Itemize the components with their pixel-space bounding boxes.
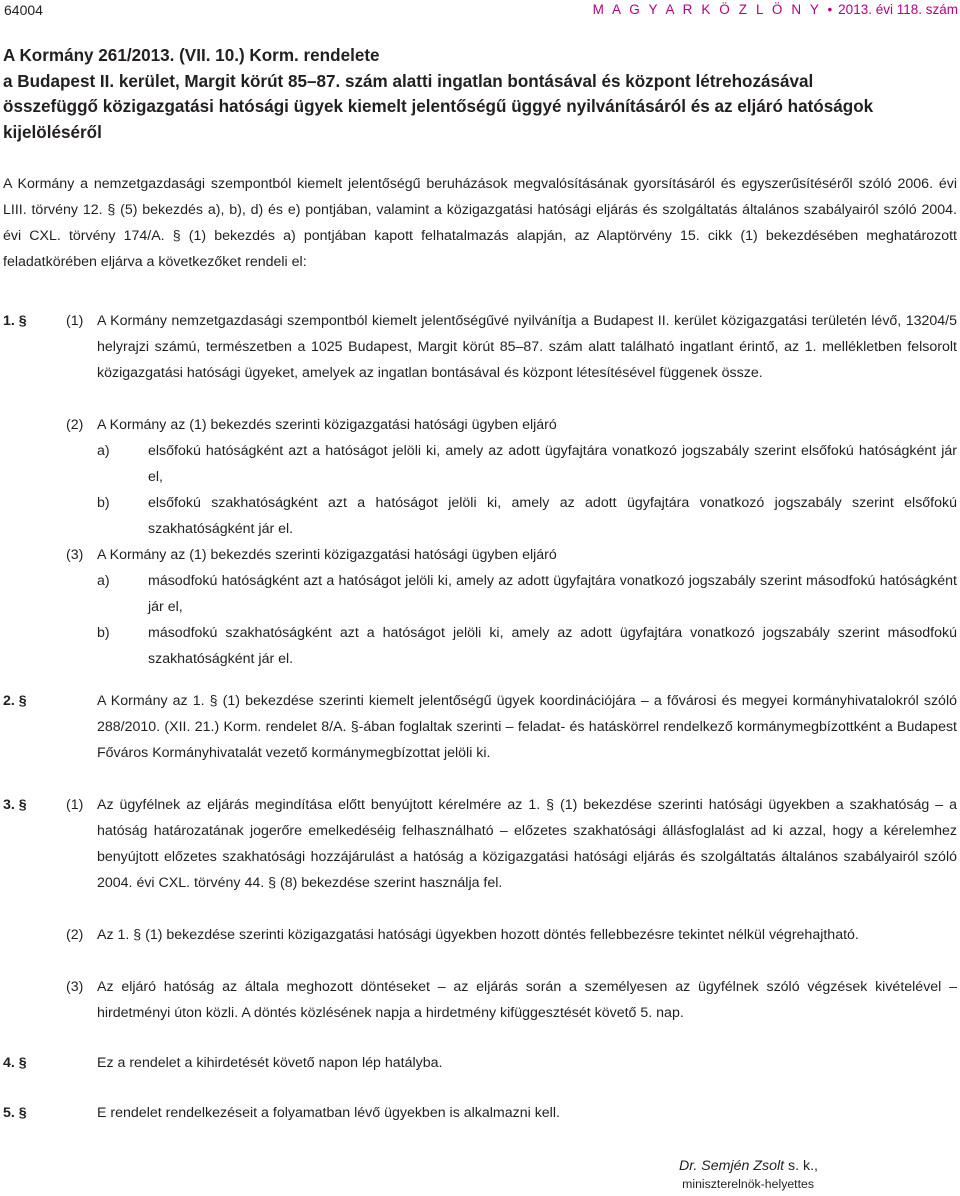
section-1-para-2-point-b-text: elsőfokú szakhatóságként azt a hatóságot jelöli ki, amely az adott ügyfajtára vonatkozó jogszabály szerint elsőfokú szakhatóságként jár el. bbox=[148, 495, 957, 537]
section-4-text: Ez a rendelet a kihirdetését követő napon lép hatályba. bbox=[97, 1055, 443, 1071]
journal-name: M A G Y A R K Ö Z L Ö N Y bbox=[592, 2, 822, 17]
section-1-para-3-point-b-text: másodfokú szakhatóságként azt a hatóságot jelöli ki, amely az adott ügyfajtára vonatkozó jogszabály szerint másodfokú szakhatóságként jár el. bbox=[148, 625, 957, 667]
section-2-text: A Kormány az 1. § (1) bekezdése szerinti kiemelt jelentőségű ügyek koordinációjára – a fővárosi és megyei kormányhivatalokról szóló 288/2010. (XII. 21.) Korm. rendelet 8/A. §-ában foglaltak szerinti – feladat- és hatáskörrel rendelkező kormánymegbízottként a Budapest Főváros Kormányhivatalát vezető kormánymegbízottat jelöli ki. bbox=[97, 693, 957, 761]
section-1-para-3-point-a-text: másodfokú hatóságként azt a hatóságot jelöli ki, amely az adott ügyfajtára vonatkozó jogszabály szerint másodfokú hatóságként jár el, bbox=[148, 573, 957, 615]
header-separator: • bbox=[827, 2, 833, 17]
section-1-para-3-text: A Kormány az (1) bekezdés szerinti közigazgatási hatósági ügyben eljáró bbox=[97, 547, 557, 563]
section-4-number: 4. § bbox=[3, 1055, 27, 1071]
section-1-para-2-point-a-text: elsőfokú hatóságként azt a hatóságot jelöli ki, amely az adott ügyfajtára vonatkozó jogszabály szerint elsőfokú hatóságként jár el, bbox=[148, 443, 957, 485]
preamble: A Kormány a nemzetgazdasági szempontból kiemelt jelentőségű beruházások megvalósításának gyorsításáról és egyszerűsítéséről szóló 2006. évi LIII. törvény 12. § (5) bekezdés a), b), d) és e) pontjában, valamint a közigazgatási hatósági eljárás és szolgáltatás általános szabályairól szóló 2004. évi CXL. törvény 174/A. § (1) bekezdés a) pontjában kapott felhatalmazás alapján, az Alaptörvény 15. cikk (1) bekezdésében meghatározott feladatkörében eljárva a következőket rendeli el: bbox=[3, 176, 957, 270]
signature-suffix: s. k., bbox=[784, 1158, 818, 1174]
section-3-number: 3. § bbox=[3, 797, 27, 813]
title-line-3: összefüggő közigazgatási hatósági ügyek kiemelt jelentőségű üggyé nyilvánításáról és az eljáró hatóságok bbox=[3, 97, 874, 116]
section-3-para-2-mark: (2) bbox=[66, 927, 84, 943]
title-line-4: kijelöléséről bbox=[3, 122, 102, 142]
section-5-number: 5. § bbox=[3, 1105, 27, 1121]
signatory-title: miniszterelnök-helyettes bbox=[682, 1177, 814, 1191]
section-1-para-3-point-b-mark: b) bbox=[97, 625, 110, 641]
section-1-para-2-mark: (2) bbox=[66, 417, 84, 433]
section-2-number: 2. § bbox=[3, 693, 27, 709]
page-number: 64004 bbox=[4, 2, 43, 18]
section-1-para-3-point-a-mark: a) bbox=[97, 573, 110, 589]
issue-label: 2013. évi 118. szám bbox=[838, 2, 958, 17]
section-1-para-2-point-b-mark: b) bbox=[97, 495, 110, 511]
section-5-text: E rendelet rendelkezéseit a folyamatban lévő ügyekben is alkalmazni kell. bbox=[97, 1105, 560, 1121]
title-line-1: A Kormány 261/2013. (VII. 10.) Korm. rendelete bbox=[3, 46, 380, 65]
running-head bbox=[593, 0, 958, 20]
section-3-para-3-mark: (3) bbox=[66, 979, 84, 995]
section-3-para-1-text: Az ügyfélnek az eljárás megindítása előtt benyújtott kérelmére az 1. § (1) bekezdése szerinti hatósági ügyekben a szakhatóság – a hatóság határozatának jogerőre emelkedéséig felhasználható – előzetes szakhatósági állásfoglalást ad ki azzal, hogy a kérelemhez benyújtott előzetes szakhatósági hozzájárulást a hatóság a közigazgatási hatósági eljárás és szolgáltatás általános szabályairól szóló 2004. évi CXL. törvény 44. § (8) bekezdése szerint használja fel. bbox=[97, 797, 957, 891]
section-3-para-2-text: Az 1. § (1) bekezdése szerinti közigazgatási hatósági ügyekben hozott döntés fellebbezésre tekintet nélkül végrehajtható. bbox=[97, 927, 859, 943]
section-1-para-3-mark: (3) bbox=[66, 547, 84, 563]
section-1-para-1-text: A Kormány nemzetgazdasági szempontból kiemelt jelentőségűvé nyilvánítja a Budapest II. kerület közigazgatási területén lévő, 13204/5 helyrajzi számú, természetben a 1025 Budapest, Margit körút 85–87. szám alatt található ingatlant érintő, az 1. mellékletben felsorolt közigazgatási hatósági ügyeket, amelyek az ingatlan bontásával és központ létesítésével függenek össze. bbox=[97, 313, 957, 381]
section-1-para-2-point-a-mark: a) bbox=[97, 443, 110, 459]
signatory-name: Dr. Semjén Zsolt bbox=[678, 1158, 785, 1174]
title-line-2: a Budapest II. kerület, Margit körút 85–87. szám alatti ingatlan bontásával és központ létrehozásával bbox=[3, 71, 814, 91]
section-1-para-2-text: A Kormány az (1) bekezdés szerinti közigazgatási hatósági ügyben eljáró bbox=[97, 417, 557, 433]
section-1-number: 1. § bbox=[3, 313, 27, 329]
page-header bbox=[4, 0, 958, 20]
section-1-para-1-mark: (1) bbox=[66, 313, 84, 329]
decree-title bbox=[3, 43, 958, 145]
section-3-para-3-text: Az eljáró hatóság az általa meghozott döntéseket – az eljárás során a személyesen az ügyfélnek szóló végzések kivételével – hirdetményi úton közli. A döntés közlésének napja a hirdetmény kifüggesztését követő 5. nap. bbox=[97, 979, 957, 1021]
section-3-para-1-mark: (1) bbox=[66, 797, 84, 813]
